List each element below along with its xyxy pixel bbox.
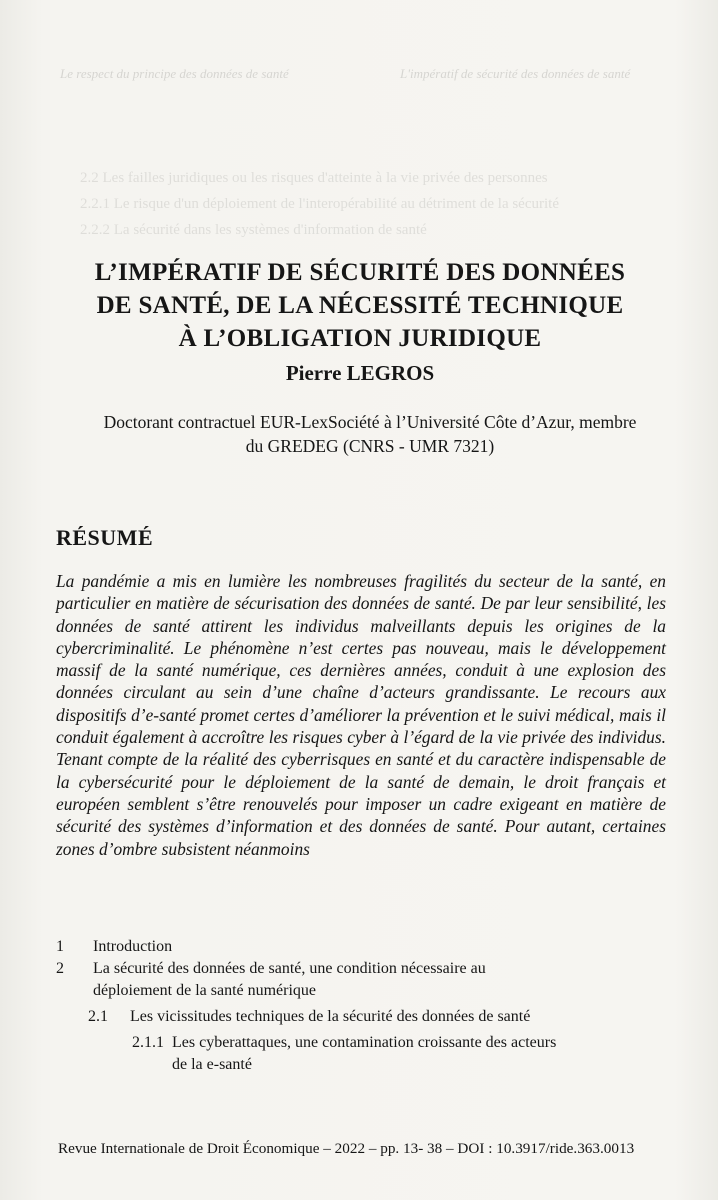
show-through-line: 2.2 Les failles juridiques ou les risques d'atteinte à la vie privée des personnes [80, 170, 548, 186]
toc-entry [88, 1006, 656, 1028]
toc-entry [56, 936, 656, 958]
author-name: Pierre LEGROS [285, 361, 435, 385]
toc-number: 2.1 [88, 1008, 108, 1025]
abstract-text: La pandémie a mis en lumière les nombreuses fragilités du secteur de la santé, en particulier en matière de sécurisation des données de santé. De par leur sensibilité, les données de santé attirent les individus malveillants depuis les origines de la cybercriminalité. Le phénomène n’est certes pas nouveau, mais le développement massif de la santé numérique, ces dernières années, conduit à une explosion des données circulant au sein d’une chaîne d’acteurs grandissante. Le recours aux dispositifs d’e-santé promet certes d’améliorer la prévention et le suivi médical, mais il conduit également à accroître les risques cyber à l’égard de la vie privée des individus. Tenant compte de la réalité des cyberrisques en santé et du caractère indispensable de la cybersécurité pour le déploiement de la santé de demain, le droit français et européen semblent s’être renouvelés pour imposer un cadre exigeant en matière de sécurité des systèmes d’information et des données de santé. Pour autant, certaines zones d’ombre subsistent néanmoins [56, 571, 666, 859]
author-affiliation: Doctorant contractuel EUR-LexSociété à l’Université Côte d’Azur, membre du GREDEG (CNRS - UMR 7321) [103, 412, 637, 456]
toc-number: 2.1.1 [132, 1034, 164, 1051]
toc-title: Les vicissitudes techniques de la sécurité des données de santé [130, 1008, 531, 1025]
toc-number: 2 [56, 960, 64, 977]
show-through-line: 2.2.1 Le risque d'un déploiement de l'interopérabilité au détriment de la sécurité [80, 196, 559, 212]
page-footer-citation: Revue Internationale de Droit Économique – 2022 – pp. 13- 38 – DOI : 10.3917/ride.363.0013 [58, 1140, 635, 1157]
table-of-contents [56, 936, 656, 1076]
toc-title: Introduction [93, 938, 173, 955]
title-line: À L’OBLIGATION JURIDIQUE [178, 325, 542, 352]
title-line: DE SANTÉ, DE LA NÉCESSITÉ TECHNIQUE [96, 292, 624, 319]
title-line: L’IMPÉRATIF DE SÉCURITÉ DES DONNÉES [94, 259, 626, 286]
article-title [40, 256, 680, 355]
toc-title: Les cyberattaques, une contamination croissante des acteurs de la e-santé [172, 1034, 557, 1073]
show-through-header-left: Le respect du principe des données de santé [60, 66, 289, 81]
show-through-line: 2.2.2 La sécurité dans les systèmes d'information de santé [80, 222, 427, 238]
show-through-header-right: L'impératif de sécurité des données de santé [400, 66, 631, 81]
toc-entry [56, 958, 656, 1002]
toc-title: La sécurité des données de santé, une condition nécessaire au déploiement de la santé numérique [93, 960, 486, 999]
toc-number: 1 [56, 938, 64, 955]
toc-entry [132, 1032, 656, 1076]
abstract-heading: RÉSUMÉ [56, 525, 154, 550]
